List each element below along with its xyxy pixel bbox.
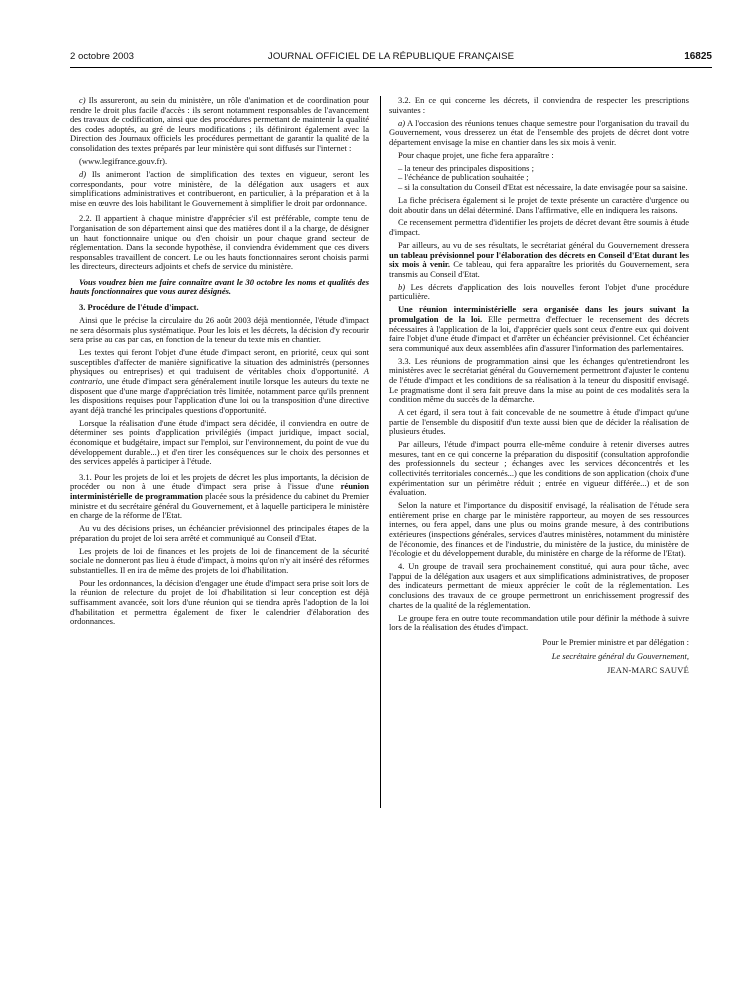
item-label-b: b) [398, 281, 406, 292]
header-rule [70, 67, 712, 68]
paragraph-groupe: Le groupe fera en outre toute recommandation utile pour définir la méthode à suivre lors de la réalisation des études d'impact. [389, 612, 689, 633]
paragraph-3-1-part1: 3.1. Pour les projets de loi et les projets de décret les plus importants, la décision de procéder ou non à une étude d'impact sera prise à l'issue d'une [70, 471, 369, 492]
signature-name: JEAN-MARC SAUVÉ [606, 664, 689, 675]
item-label-a: a) [398, 117, 406, 128]
paragraph-reunion-bold: Une réunion interministérielle sera organisée dans les jours suivant la promulgation de la loi. [389, 304, 689, 324]
paragraph-3b-part2: une étude d'impact sera généralement inutile lorsque les auteurs du texte ne disposent que d'une marge d'appréciation très limitée, notamment parce qu'ils prennent les dispositions requises pour l'application d'une loi ou la transposition d'une directive ayant déjà tranché les principales questions d'opportunité. [70, 376, 369, 415]
paragraph-3a: Ainsi que le précise la circulaire du 26 août 2003 déjà mentionnée, l'étude d'impact ne sera désormais plus systématique. Pour les lois et les décrets, la décision d'y recourir sera prise au cas par cas, en fonction de la teneur du texte mis en chantier. [70, 315, 369, 345]
signature-line-2: Le secrétaire général du Gouvernement, [551, 650, 689, 661]
header-journal-title: JOURNAL OFFICIEL DE LA RÉPUBLIQUE FRANÇAISE [267, 51, 515, 62]
paragraph-3-1c: Les projets de loi de finances et les projets de loi de financement de la sécurité sociale ne donneront pas lieu à étude d'impact, à moins qu'on n'y ait inséré des réformes substantielles. Il en ira de même des projets de loi d'habilitation. [70, 545, 369, 575]
paragraph-3-3: 3.3. Les réunions de programmation ainsi que les échanges qu'entretiendront les ministères avec le secrétariat général du Gouvernement permettront d'ajuster le contenu de l'étude d'impact et les conditions de sa réalisation à la teneur du dispositif envisagé. Le pragmatisme dont il sera fait preuve dans la mise au point de ces modalités sera la condition même du succès de la démarche. [389, 355, 689, 405]
paragraph-a [389, 119, 689, 148]
signature-line-1: Pour le Premier ministre et par délégation : [542, 636, 689, 647]
column-divider [380, 96, 381, 808]
paragraph-3-1 [70, 473, 369, 521]
fiche-list [389, 164, 689, 193]
paragraph-ailleurs-part1: Par ailleurs, au vu de ses résultats, le secrétariat général du Gouvernement dressera [398, 240, 689, 251]
paragraph-d-text: Ils animeront l'action de simplification des textes en vigueur, seront les correspondants, pour votre ministère, de la délégation aux usagers et aux simplifications administratives et contribueront, en particulier, à la préparation et à la mise en œuvre des lois habilitant le Gouvernement à simplifier le droit par ordonnance. [70, 168, 369, 208]
paragraph-reunion [389, 305, 689, 353]
paragraph-4: 4. Un groupe de travail sera prochainement constitué, qui aura pour tâche, avec l'appui de la délégation aux usagers et aux simplifications administratives, de proposer des indicateurs permettant de mieux apprécier le coût de la réglementation. Les conclusions des travaux de ce groupe permettront un enrichissement progressif des chartes de la qualité de la réglementation. [389, 561, 689, 610]
paragraph-3c: Lorsque la réalisation d'une étude d'impact sera décidée, il conviendra en outre de déterminer ses points d'application privilégiés (impact juridique, impact social, économique et budgétaire, impact sur l'emploi, sur l'environnement, du point de vue du développement durable...) et d'en tirer les conséquences sur le choix des personnes et des services appelés à participer à l'étude. [70, 417, 369, 467]
paragraph-3-1-bold: réunion interministérielle de programmation [70, 481, 369, 501]
paragraph-d [70, 170, 369, 208]
header-date: 2 octobre 2003 [70, 51, 135, 62]
paragraph-c-text: Ils assureront, au sein du ministère, un rôle d'animation et de coordination pour rendre le droit plus facile d'accès : ils seront notamment responsables de l'avancement des travaux de codification, ainsi que des procédures permettant de maintenir la qualité des codes adoptés, au gré de leurs modifications ; ils définiront également avec la Direction des Journaux officiels les procédures permettant de garantir la qualité de la consolidation des textes préparés par leur ministère qui sont diffusés sur l'internet : [70, 95, 370, 153]
paragraph-2-2: 2.2. Il appartient à chaque ministre d'apprécier s'il est préférable, compte tenu de l'organisation de son département ainsi que des matières dont il a la charge, de désigner un haut fonctionnaire unique ou d'en choisir un pour chaque grand secteur de réglementation. Dans la seconde hypothèse, il conviendra évidemment que ces divers responsables travaillent de concert. Le ou les hauts fonctionnaires seront choisis parmi les directeurs, directeurs adjoints et chefs de service du ministère. [70, 213, 369, 272]
paragraph-3b-italic: A contrario, [70, 366, 369, 386]
item-label-c: c) [79, 95, 86, 105]
paragraph-egard: A cet égard, il sera tout à fait concevable de ne soumettre à étude d'impact qu'une partie de l'ensemble du dispositif d'un texte aussi bien que de décider la réalisation de plusieurs études. [389, 407, 689, 437]
paragraph-3-1d: Pour les ordonnances, la décision d'engager une étude d'impact sera prise soit lors de la réunion de relecture du projet de loi d'habilitation si leur conception est déjà suffisamment avancée, soit lors d'une réunion qui se tiendra après l'adoption de la loi d'habilitation et permettra également de fixer le calendrier d'élaboration des ordonnances. [70, 577, 369, 627]
header-page-number: 16825 [684, 51, 712, 62]
paragraph-b-text: Les décrets d'application des lois nouvelles feront l'objet d'une procédure particulière. [389, 281, 690, 302]
paragraph-b [389, 283, 689, 302]
list-item: – l'échéance de publication souhaitée ; [398, 173, 689, 183]
paragraph-ailleurs-bold: un tableau prévisionnel pour l'élaboration des décrets en Conseil d'Etat durant les six mois à venir. [389, 249, 689, 270]
notice-paragraph: Vous voudrez bien me faire connaître avant le 30 octobre les noms et qualités des hauts fonctionnaires que vous aurez désignés. [70, 276, 369, 297]
paragraph-mesures: Par ailleurs, l'étude d'impact pourra elle-même conduire à retenir diverses autres mesures, tant en ce qui concerne la préparation du dispositif (consultation approfondie des professionnels du secteur ; échanges avec les services déconcentrés et les collectivités territoriales concernés...) que les conditions de son application (choix d'une expérimentation sur un périmètre réduit ; entrée en vigueur différée...) et de son évaluation. [389, 439, 689, 498]
page-header [70, 51, 712, 65]
paragraph-ailleurs-part2: Ce tableau, qui fera apparaître les priorités du Gouvernement, sera transmis au Conseil d'Etat. [389, 259, 689, 279]
left-column [70, 96, 369, 630]
fiche-intro: Pour chaque projet, une fiche fera apparaître : [398, 149, 554, 160]
paragraph-nature: Selon la nature et l'importance du dispositif envisagé, la réalisation de l'étude sera entièrement prise en charge par le ministère rapporteur, au moyen de ses ressources internes, ou fera appel, dans une plus ou moins grande mesure, à des contributions extérieures (inspections générales, services d'autres ministères, notamment du ministère de l'économie, des finances et de l'industrie, du ministère de la justice, du ministère de l'écologie et du développement durable, du ministère en charge de la réforme de l'Etat). [389, 500, 689, 559]
paragraph-3b [70, 348, 369, 415]
paragraph-3-1-part2: placée sous la présidence du cabinet du Premier ministre et du secrétaire général du Gouvernement, et à laquelle participera le ministère en charge de la réforme de l'Etat. [70, 490, 369, 521]
paragraph-3-1b: Au vu des décisions prises, un échéancier prévisionnel des principales étapes de la préparation du projet de loi sera arrêté et communiqué au Conseil d'Etat. [70, 523, 369, 543]
paragraph-ailleurs [389, 241, 689, 279]
right-column [389, 96, 689, 678]
paragraph-a-text: A l'occasion des réunions tenues chaque semestre pour l'organisation du travail du Gouvernement, vous dresserez un état de l'ensemble des projets de décret dont votre département envisage la mise en chantier dans les six mois à venir. [389, 117, 690, 147]
paragraph-3b-part1: Les textes qui feront l'objet d'une étude d'impact seront, en priorité, ceux qui sont susceptibles d'affecter de manière significative la situation des administrés (personnes physiques ou entreprises) et qui traduisent de véritables choix d'opportunité. [70, 347, 369, 377]
item-label-d: d) [79, 168, 87, 179]
section-heading-3: 3. Procédure de l'étude d'impact. [79, 302, 199, 313]
paragraph-recensement: Ce recensement permettra d'identifier les projets de décret devant être soumis à étude d'impact. [389, 217, 689, 238]
paragraph-reunion-text: Elle permettra d'effectuer le recensement des décrets nécessaires à l'application de la loi, d'apprécier quels sont ceux d'entre eux qui doivent faire l'objet d'une étude d'impact et d'arrêter un échéancier prévisionnel. Cet échéancier sera communiqué aux deux assemblées afin d'assurer l'information des parlementaires. [389, 314, 689, 353]
list-item: – si la consultation du Conseil d'Etat est nécessaire, la date envisagée pour sa saisine. [398, 183, 689, 193]
paragraph-c [70, 96, 369, 154]
list-item: – la teneur des principales dispositions ; [398, 164, 689, 174]
url-line: (www.legifrance.gouv.fr). [79, 155, 168, 166]
paragraph-fiche: La fiche précisera également si le projet de texte présente un caractère d'urgence ou doit aboutir dans un délai déterminé. Dans l'affirmative, elle en indiquera les raisons. [389, 194, 689, 215]
paragraph-3-2: 3.2. En ce qui concerne les décrets, il conviendra de respecter les prescriptions suivantes : [389, 95, 689, 115]
